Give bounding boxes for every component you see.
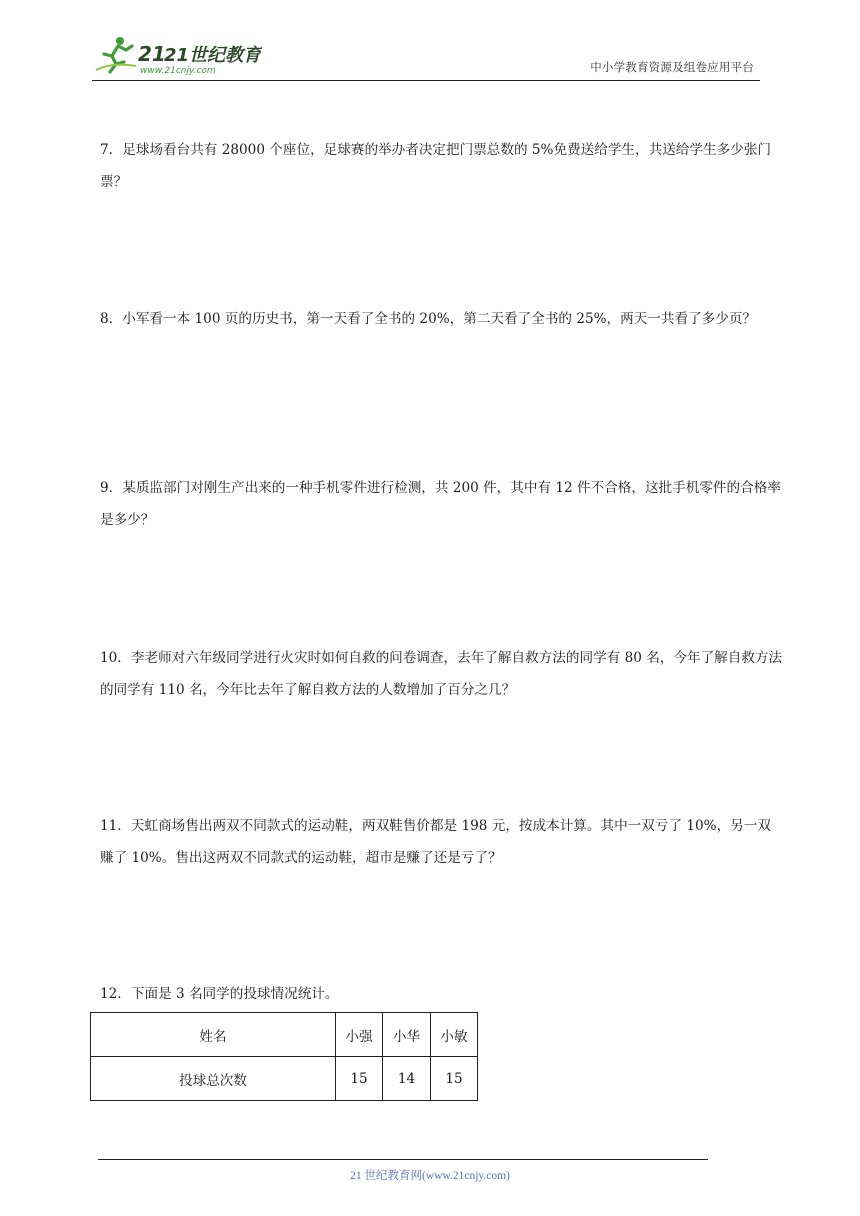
- table-cell: 小敏: [431, 1013, 478, 1057]
- footer-divider: [98, 1159, 708, 1160]
- question-12: 12．下面是 3 名同学的投球情况统计。: [100, 986, 339, 1002]
- table-row: [91, 1013, 478, 1057]
- runner-logo-icon: [92, 32, 262, 78]
- page-header: [92, 32, 760, 81]
- table-header-name: 姓名: [91, 1013, 336, 1057]
- logo-text: 21世纪教育: [164, 45, 262, 66]
- table-cell: 小强: [336, 1013, 383, 1057]
- platform-name: 中小学教育资源及组卷应用平台: [590, 60, 754, 74]
- table-cell: 小华: [383, 1013, 431, 1057]
- table-header-total: 投球总次数: [91, 1057, 336, 1101]
- logo-url: www.21cnjy.com: [140, 66, 216, 76]
- svg-text:21: 21: [138, 42, 166, 66]
- question-8: 8．小军看一本 100 页的历史书，第一天看了全书的 20%，第二天看了全书的 25%，两天一共看了多少页？: [100, 311, 757, 327]
- table-cell: 14: [383, 1057, 431, 1101]
- question-9: 9．某质监部门对刚生产出来的一种手机零件进行检测，共 200 件，其中有 12 件不合格，这批手机零件的合格率是多少？: [100, 480, 781, 528]
- table-row: [91, 1057, 478, 1101]
- table-cell: 15: [431, 1057, 478, 1101]
- footer-link[interactable]: 21 世纪教育网(www.21cnjy.com): [350, 1170, 510, 1182]
- question-11: 11．天虹商场售出两双不同款式的运动鞋，两双鞋售价都是 198 元，按成本计算。其中一双亏了 10%，另一双赚了 10%。售出这两双不同款式的运动鞋，超市是赚了还是亏了？: [100, 818, 771, 866]
- question-7: 7．足球场看台共有 28000 个座位，足球赛的举办者决定把门票总数的 5%免费送给学生，共送给学生多少张门票？: [100, 142, 771, 190]
- table-cell: 15: [336, 1057, 383, 1101]
- question-10: 10．李老师对六年级同学进行火灾时如何自救的问卷调查，去年了解自救方法的同学有 80 名，今年了解自救方法的同学有 110 名，今年比去年了解自救方法的人数增加了百分之几？: [100, 650, 783, 698]
- site-logo[interactable]: [92, 32, 262, 78]
- throwing-stats-table: [90, 1012, 478, 1101]
